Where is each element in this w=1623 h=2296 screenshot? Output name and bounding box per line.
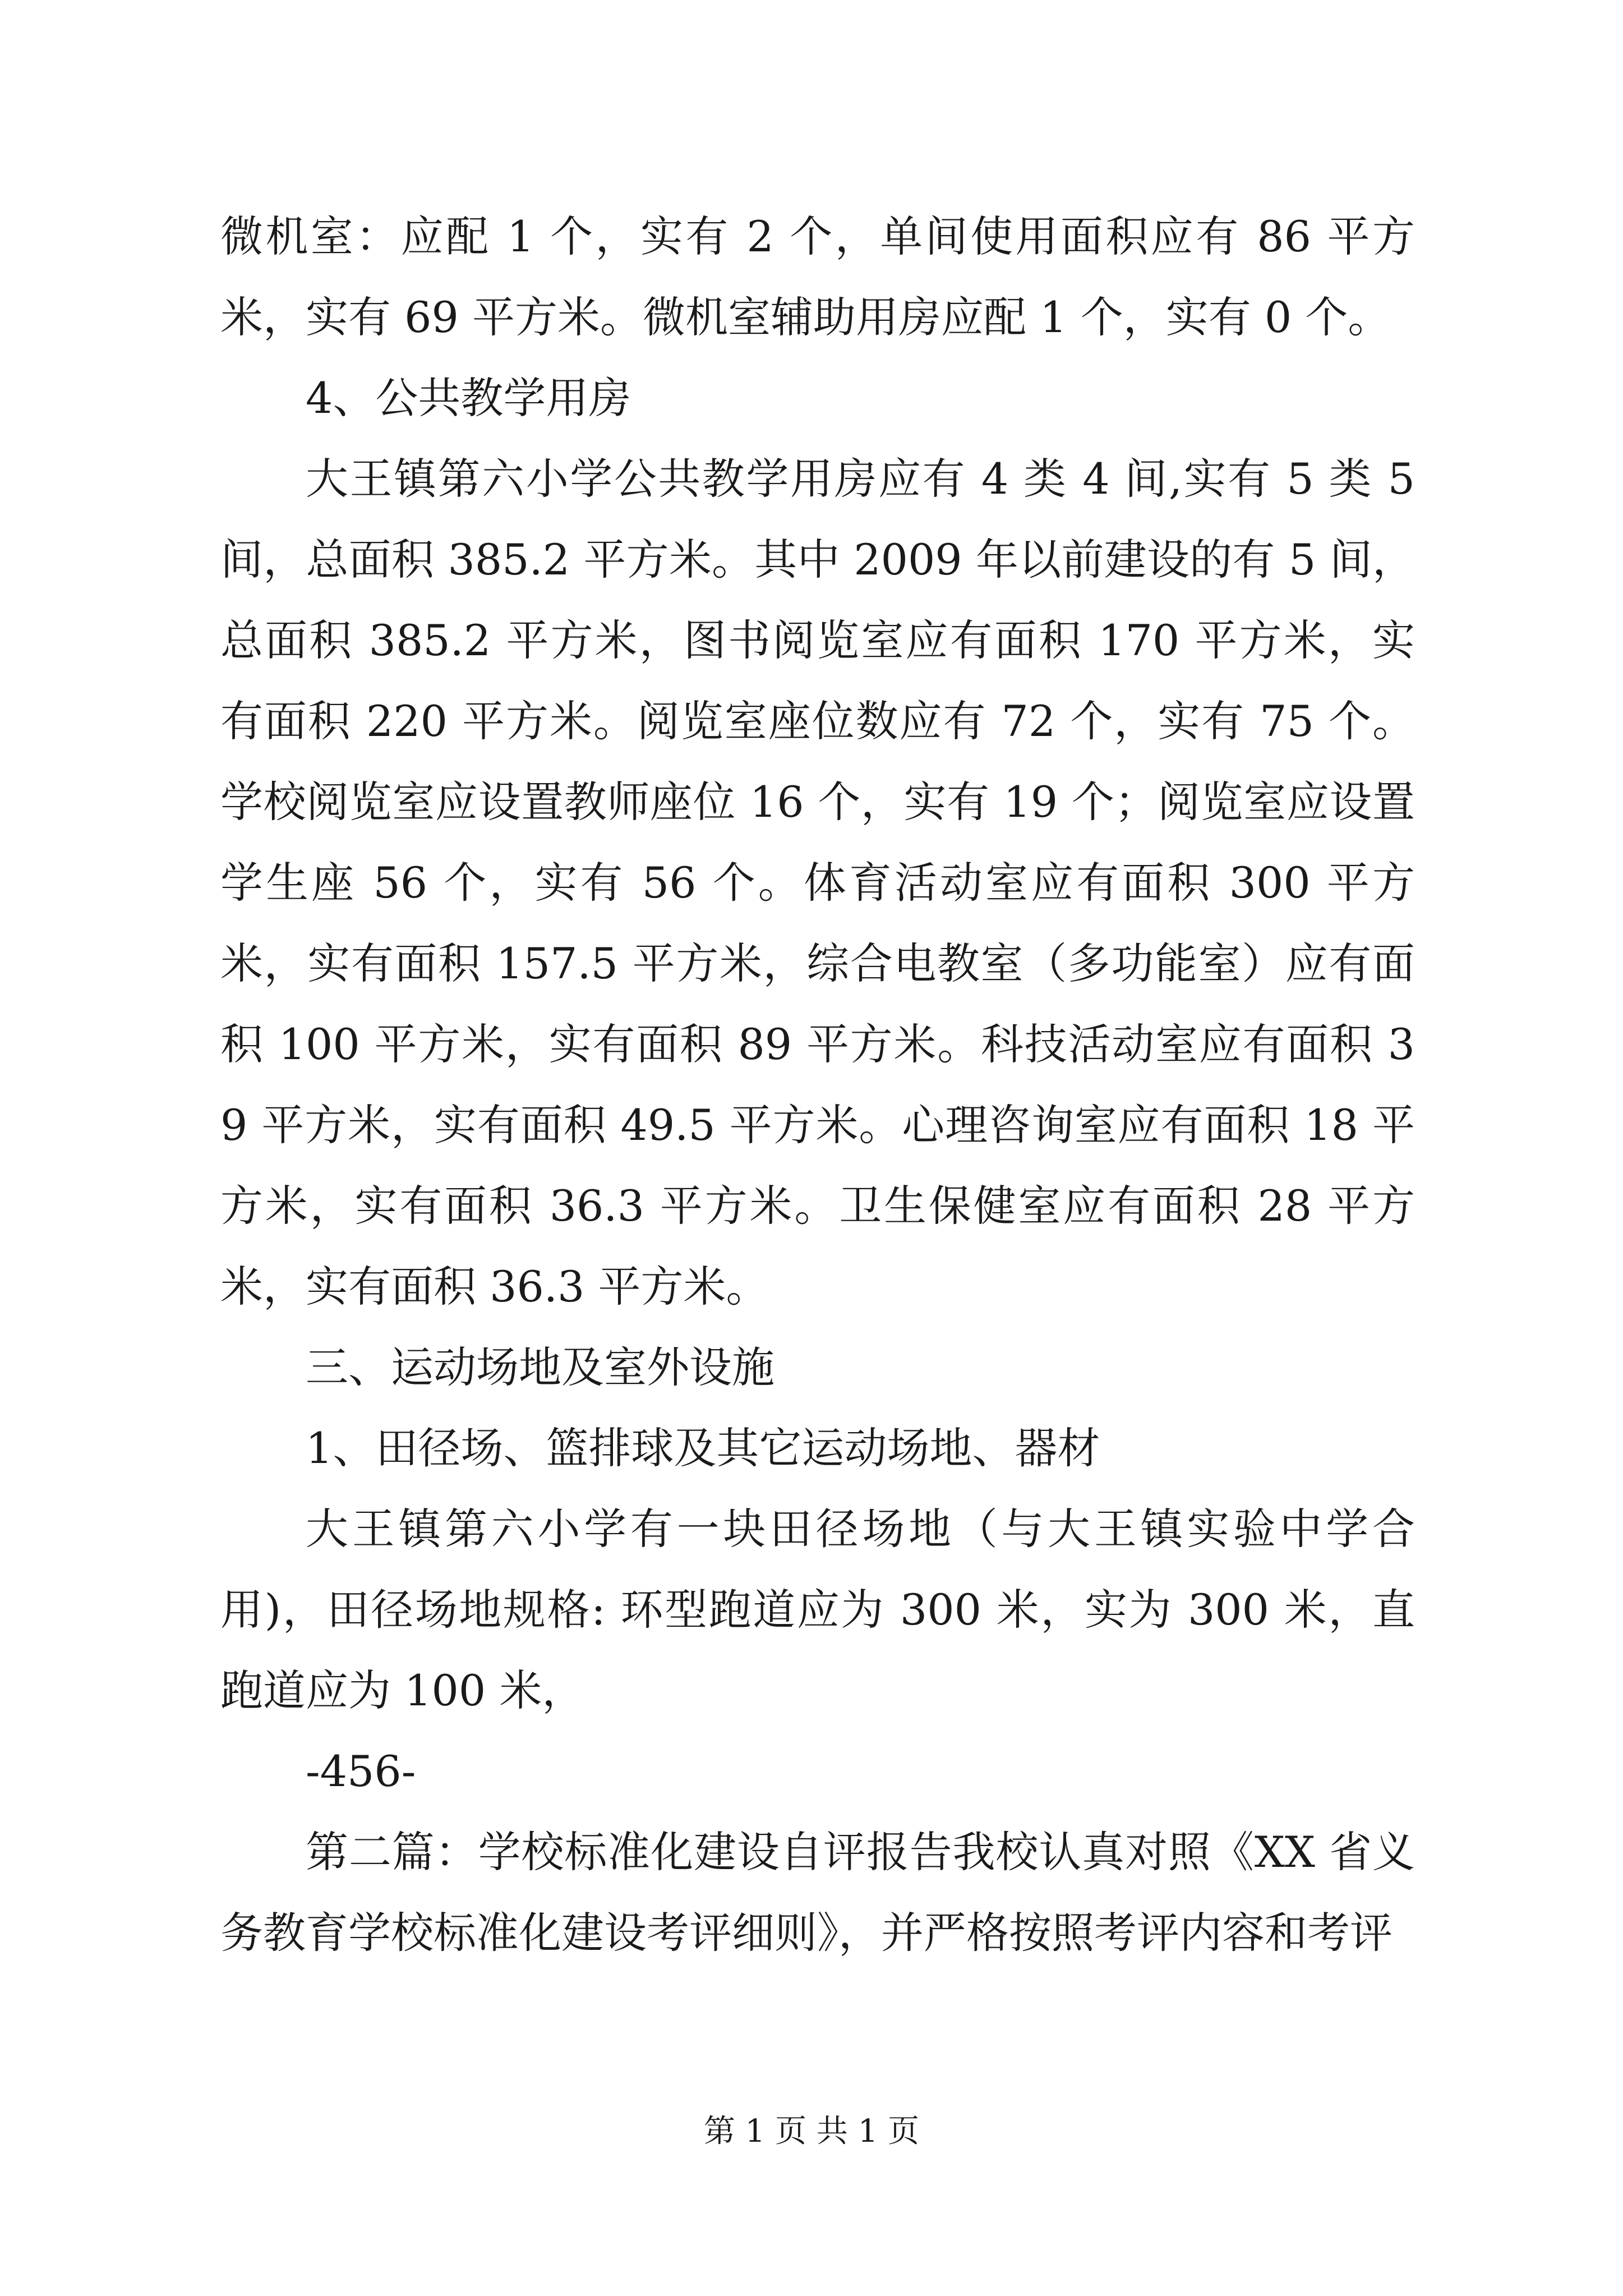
paragraph-track-field: 大王镇第六小学有一块田径场地（与大王镇实验中学合用)，田径场地规格: 环型跑道应为 300 米，实为 300 米，直跑道应为 100 米，: [220, 1504, 1415, 1715]
document-body: [220, 196, 1415, 1973]
heading-sports-venues: 三、运动场地及室外设施: [306, 1342, 774, 1392]
paragraph-computer-room: 微机室：应配 1 个，实有 2 个，单间使用面积应有 86 平方米，实有 69 平方米。微机室辅助用房应配 1 个，实有 0 个。: [220, 211, 1415, 342]
inline-page-number: -456-: [306, 1746, 416, 1796]
paragraph-public-teaching-rooms: 大王镇第六小学公共教学用房应有 4 类 4 间,实有 5 类 5 间，总面积 385.2 平方米。其中 2009 年以前建设的有 5 间，总面积 385.2 平方米，图书阅览室应有面积 170 平方米，实有面积 220 平方米。阅览室座位数应有 72 个，实有 75 个。学校阅览室应设置教师座位 16 个，实有 19 个；阅览室应设置学生座 56 个，实有 56 个。体育活动室应有面积 300 平方米，实有面积 157.5 平方米，综合电教室（多功能室）应有面积 100 平方米，实有面积 89 平方米。科技活动室应有面积 39 平方米，实有面积 49.5 平方米。心理咨询室应有面积 18 平方米，实有面积 36.3 平方米。卫生保健室应有面积 28 平方米，实有面积 36.3 平方米。: [220, 454, 1415, 1312]
heading-public-teaching-rooms: 4、公共教学用房: [306, 373, 631, 423]
paragraph-second-article: 第二篇：学校标准化建设自评报告我校认真对照《XX 省义务教育学校标准化建设考评细则》，并严格按照考评内容和考评: [220, 1827, 1415, 1958]
heading-track-field: 1、田径场、篮排球及其它运动场地、器材: [306, 1423, 1100, 1473]
page-footer: 第 1 页 共 1 页: [703, 2113, 920, 2150]
